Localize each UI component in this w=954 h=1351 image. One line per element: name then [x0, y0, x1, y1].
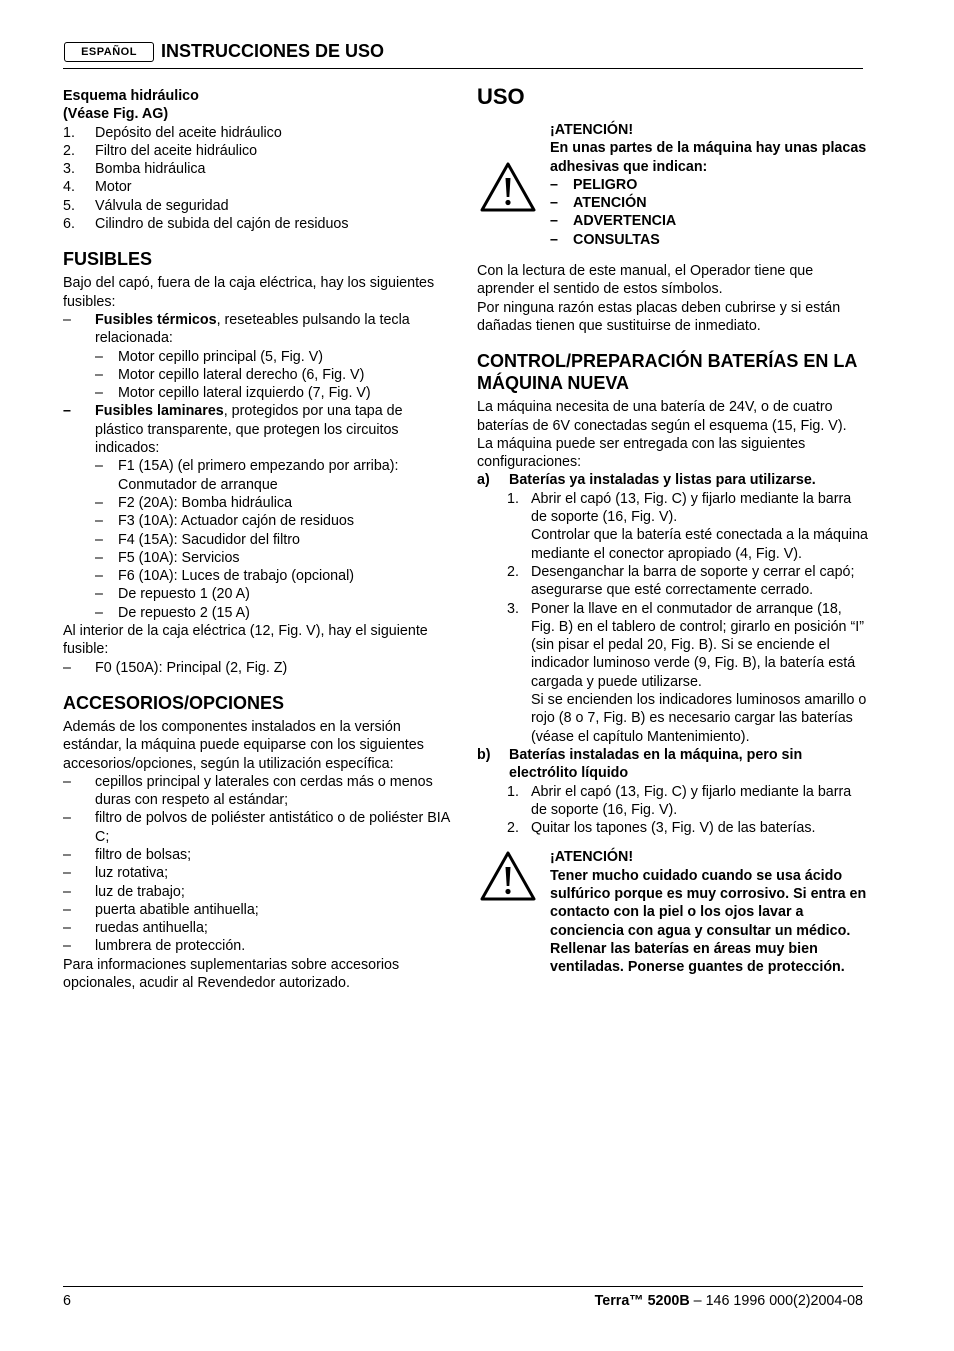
option-text: Baterías ya instaladas y listas para utilizarse. — [509, 472, 816, 489]
battery-heading: CONTROL/PREPARACIÓN BATERÍAS EN LA MÁQUINA NUEVA — [477, 351, 857, 394]
sub-item-text: F4 (15A): Sacudidor del filtro — [118, 531, 300, 548]
item-text: Bomba hidráulica — [95, 161, 206, 178]
page-footer — [63, 1286, 863, 1317]
item-number: 4. — [63, 179, 75, 196]
sub-item-text: Motor cepillo lateral derecho (6, Fig. V) — [118, 366, 365, 383]
hydraulic-title: Esquema hidráulico — [63, 88, 199, 104]
warning-box — [477, 121, 869, 176]
warning-text: En unas partes de la máquina hay unas placas adhesivas que indican: — [550, 140, 867, 175]
sub-list-item: – F5 (10A): Servicios — [63, 549, 453, 567]
right-column — [477, 84, 869, 976]
step-item — [477, 490, 869, 563]
item-number: 6. — [63, 216, 75, 233]
blade-fuses-rest: , protegidos por una tapa de plástico transparente, que protegen los circuitos indicados: — [95, 403, 403, 457]
item-text: cepillos principal y laterales con cerdas más o menos duras con respeto al estándar; — [95, 773, 433, 809]
step-text: Quitar los tapones (3, Fig. V) de las baterías. — [531, 820, 816, 837]
step-number: 1. — [507, 490, 519, 507]
item-text: filtro de polvos de poliéster antistático o de poliéster BIA C; — [95, 810, 450, 845]
accessories-outro: Para informaciones suplementarias sobre accesorios opcionales, acudir al Revendedor autorizado. — [63, 956, 400, 992]
item-text: luz de trabajo; — [95, 883, 185, 900]
item-text: filtro de bolsas; — [95, 846, 192, 863]
list-item — [63, 124, 453, 142]
list-item: – filtro de polvos de poliéster antistático o de poliéster BIA C; — [63, 809, 453, 846]
hydraulic-subtitle: (Véase Fig. AG) — [63, 106, 169, 123]
step-body — [477, 600, 869, 746]
step-text: Abrir el capó (13, Fig. C) y fijarlo mediante la barra de soporte (16, Fig. V). — [531, 783, 852, 818]
option-label: b) — [477, 746, 491, 763]
warning-list-item: – PELIGRO — [477, 176, 869, 194]
list-item: – lumbrera de protección. — [63, 937, 453, 955]
dash: – — [63, 403, 71, 420]
item-text: Filtro del aceite hidráulico — [95, 142, 258, 159]
item-text: Depósito del aceite hidráulico — [95, 124, 282, 141]
step-number: 2. — [507, 820, 519, 837]
header-title: INSTRUCCIONES DE USO — [161, 41, 385, 61]
item-text: ATENCIÓN — [573, 195, 647, 212]
thermal-fuses-item — [63, 311, 453, 348]
step-body — [477, 563, 869, 600]
sub-list-item: – F6 (10A): Luces de trabajo (opcional) — [63, 567, 453, 585]
item-text: lumbrera de protección. — [95, 938, 246, 955]
warning-box — [477, 848, 869, 976]
sub-item-text: F2 (20A): Bomba hidráulica — [118, 494, 293, 511]
item-text: ADVERTENCIA — [573, 213, 677, 230]
sub-item-text: F3 (10A): Actuador cajón de residuos — [118, 513, 355, 530]
step-number: 3. — [507, 600, 519, 617]
item-text: puerta abatible antihuella; — [95, 901, 259, 918]
sub-list-item: – Motor cepillo principal (5, Fig. V) — [63, 348, 453, 366]
list-item: – filtro de bolsas; — [63, 846, 453, 864]
step-body — [477, 490, 869, 563]
step-item — [477, 563, 869, 600]
option-text: Baterías instaladas en la máquina, pero sin electrólito líquido — [509, 746, 803, 782]
list-item — [63, 160, 453, 178]
blade-fuses-item — [63, 402, 453, 457]
hydraulic-list — [63, 124, 453, 234]
sub-item-text: Motor cepillo principal (5, Fig. V) — [118, 348, 323, 365]
sub-item-text: De repuesto 2 (15 A) — [118, 604, 250, 621]
page-header — [63, 40, 863, 69]
step-item — [477, 600, 869, 746]
warning-text: Tener mucho cuidado cuando se usa ácido sulfúrico porque es muy corrosivo. Si entra en contacto con la piel o los ojos lavar a conciencia con agua y consultar un médico. Rellenar las baterías en áreas muy bien ventiladas. Ponerse guantes de protección. — [550, 867, 867, 976]
sub-list-item: – De repuesto 1 (20 A) — [63, 585, 453, 603]
list-item — [63, 142, 453, 160]
list-item — [63, 215, 453, 233]
sub-list-item: – F1 (15A) (el primero empezando por arriba): Conmutador de arranque — [63, 457, 453, 494]
page-number: 6 — [63, 1293, 71, 1309]
uso-heading: USO — [477, 84, 525, 109]
sub-item-text: F1 (15A) (el primero empezando por arriba): Conmutador de arranque — [118, 458, 399, 493]
warning-title: ¡ATENCIÓN! — [550, 849, 634, 866]
sub-list-item: – Motor cepillo lateral derecho (6, Fig. V) — [63, 366, 453, 384]
footer-doc-info — [595, 1293, 863, 1309]
paragraph: La máquina necesita de una batería de 24V, o de cuatro baterías de 6V conectadas según el esquema (15, Fig. V). — [477, 399, 847, 434]
paragraph: Por ninguna razón estas placas deben cubrirse y si están dañadas tienen que sustituirse de inmediato. — [477, 299, 841, 334]
sub-list-item: – F2 (20A): Bomba hidráulica — [63, 494, 453, 512]
thermal-fuses-rest: , reseteables pulsando la tecla relacionada: — [95, 311, 410, 347]
list-item: – luz rotativa; — [63, 864, 453, 882]
list-item: – cepillos principal y laterales con cerdas más o menos duras con respeto al estándar; — [63, 773, 453, 810]
product-name: Terra™ 5200B — [594, 1293, 690, 1309]
item-text: ruedas antihuella; — [95, 920, 208, 937]
accessories-intro: Además de los componentes instalados en la versión estándar, la máquina puede equiparse con los siguientes accesorios/opciones, según la utilización específica: — [63, 718, 424, 772]
step-item — [477, 783, 869, 820]
option-label: a) — [477, 472, 490, 489]
warning-triangle-icon — [479, 850, 537, 902]
fuses-heading: FUSIBLES — [63, 249, 153, 270]
step-text: Poner la llave en el conmutador de arranque (18, Fig. B) en el tablero de control; girarlo en posición “I” (sin pisar el pedal 20, Fig. B). Si se enciende el indicador luminoso verde (9, Fig. B), la batería está cargada y puede utilizarse. — [531, 600, 864, 690]
left-column — [63, 87, 453, 992]
item-number: 3. — [63, 161, 75, 178]
list-item: – ruedas antihuella; — [63, 919, 453, 937]
blade-fuses-text — [63, 402, 453, 457]
sub-item-text: F6 (10A): Luces de trabajo (opcional) — [118, 568, 355, 585]
item-text: Motor — [95, 179, 132, 196]
step-extra: Controlar que la batería esté conectada a la máquina mediante el conector apropiado (4, Fig. V). — [531, 527, 868, 562]
sub-list-item: – De repuesto 2 (15 A) — [63, 604, 453, 622]
warning-list-item: – ADVERTENCIA — [477, 212, 869, 230]
step-item — [477, 819, 869, 837]
sub-item-text: De repuesto 1 (20 A) — [118, 586, 250, 603]
warning-title: ¡ATENCIÓN! — [550, 122, 634, 138]
item-text: PELIGRO — [573, 176, 638, 193]
language-badge: ESPAÑOL — [64, 42, 154, 62]
item-text: Cilindro de subida del cajón de residuos — [95, 216, 349, 233]
sub-list-item: – F3 (10A): Actuador cajón de residuos — [63, 512, 453, 530]
thermal-fuses-text — [63, 311, 453, 348]
fuses-inside-text: Al interior de la caja eléctrica (12, Fig. V), hay el siguiente fusible: — [63, 623, 428, 658]
option-b — [477, 746, 869, 783]
item-text: CONSULTAS — [573, 231, 660, 248]
item-text: luz rotativa; — [95, 865, 169, 882]
item-number: 2. — [63, 142, 75, 159]
blade-fuses-bold: Fusibles laminares — [95, 403, 224, 420]
step-number: 2. — [507, 563, 519, 580]
doc-reference: – 146 1996 000(2)2004-08 — [689, 1293, 863, 1309]
fuses-intro: Bajo del capó, fuera de la caja eléctrica, hay los siguientes fusibles: — [63, 275, 435, 310]
item-number: 5. — [63, 197, 75, 214]
item-number: 1. — [63, 124, 75, 141]
sub-item-text: F5 (10A): Servicios — [118, 549, 240, 566]
sub-list-item: – Motor cepillo lateral izquierdo (7, Fig. V) — [63, 384, 453, 402]
warning-list-item: – ATENCIÓN — [477, 194, 869, 212]
step-number: 1. — [507, 783, 519, 800]
item-text: F0 (150A): Principal (2, Fig. Z) — [95, 659, 288, 676]
step-text: Desenganchar la barra de soporte y cerrar el capó; asegurarse que esté correctamente cerrado. — [531, 563, 855, 599]
paragraph: La máquina puede ser entregada con las siguientes configuraciones: — [477, 435, 806, 471]
list-item: – puerta abatible antihuella; — [63, 901, 453, 919]
list-item: – luz de trabajo; — [63, 883, 453, 901]
paragraph: Con la lectura de este manual, el Operador tiene que aprender el sentido de estos símbolos. — [477, 263, 814, 298]
item-text: Válvula de seguridad — [95, 197, 229, 214]
option-a — [477, 471, 869, 489]
sub-item-text: Motor cepillo lateral izquierdo (7, Fig. V) — [118, 385, 371, 402]
list-item — [63, 178, 453, 196]
step-extra: Si se encienden los indicadores luminosos amarillo o rojo (8 o 7, Fig. B) es necesario cargar las baterías (véase el capítulo Mantenimiento). — [531, 692, 867, 745]
list-item: – F0 (150A): Principal (2, Fig. Z) — [63, 659, 453, 677]
sub-list-item: – F4 (15A): Sacudidor del filtro — [63, 531, 453, 549]
dash: – — [63, 311, 71, 328]
thermal-fuses-bold: Fusibles térmicos — [95, 311, 217, 328]
list-item — [63, 197, 453, 215]
step-text: Abrir el capó (13, Fig. C) y fijarlo mediante la barra de soporte (16, Fig. V). — [531, 490, 852, 526]
accessories-heading: ACCESORIOS/OPCIONES — [63, 692, 285, 713]
warning-list-item: – CONSULTAS — [477, 231, 869, 249]
